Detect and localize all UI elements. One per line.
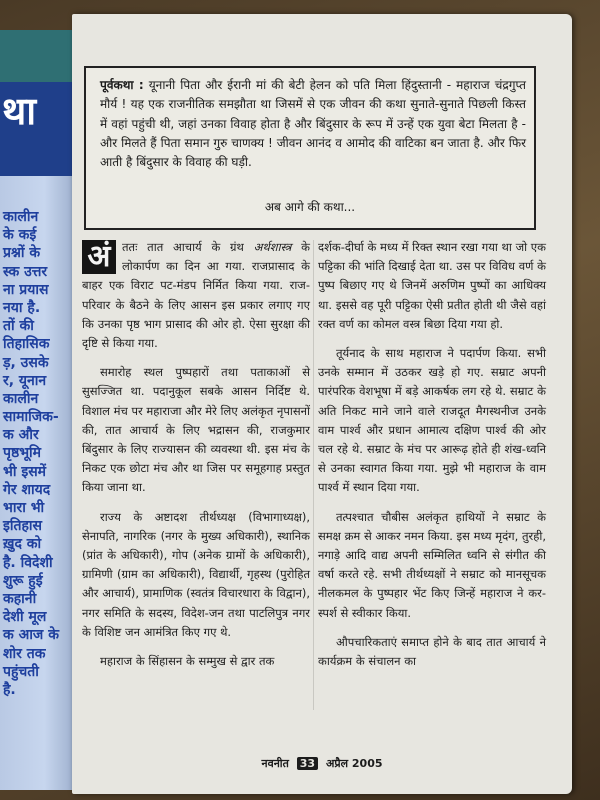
previous-page-title: था (2, 89, 37, 133)
paragraph (82, 238, 310, 353)
article-column-left (82, 238, 310, 671)
previous-page-text (3, 208, 77, 699)
magazine-page (72, 14, 572, 794)
previous-page-line: भारा भी (3, 500, 45, 516)
previous-page-line: सामाजिक- (3, 409, 59, 426)
previous-page-line: र, यूनान (3, 372, 47, 389)
summary-box (84, 66, 536, 230)
previous-page-line: शोर तक (3, 645, 46, 662)
paragraph: दर्शक-दीर्घा के मध्य में रिक्त स्थान रखा गया था जो एक पट्टिका की भांति दिखाई देता था. उस पर विविध वर्ण के पुष्प बिछाए गए थे जिनमें अरुणिम पुष्पों का आधिक्य था. इससे वह पूरी पट्टिका ऐसी प्रतीत होती थी जैसे वहां रक्त वर्ण का कोमल वस्त्र बिछा दिया गया हो. (318, 240, 546, 331)
previous-page-line: पहुंचती (3, 663, 39, 680)
page-footer (72, 756, 572, 771)
summary-text (100, 76, 526, 172)
previous-page-line: के कई (3, 227, 37, 244)
paragraph: समारोह स्थल पुष्पहारों तथा पताकाओं से सुसज्जित था. पदानुकूल सबके आसन निर्दिष्ट थे. विशाल मंच पर महाराजा और मेरे लिए अलंकृत नृपासनों की, तात आचार्य के लिए भद्रासन की, राजकुमार बिंदुसार के लिए राज्यासन की व्यवस्था थी. इस मंच के निकट एक छोटा मंच और था जिस पर समूहगाह प्रस्तुत किया जाना था. (82, 365, 310, 495)
paragraph: राज्य के अष्टादश तीर्थध्यक्ष (विभागाध्यक्ष), सेनापति, नागरिक (नगर के मुख्य अधिकारी), स्थानिक (प्रांत के अधिकारी), गोप (अनेक ग्रामों के अधिकारी), ग्रामिणी (ग्राम का अधिकारी), विद्यार्थी, गृहस्थ (पुरोहित और आचार्य), प्रामाणिक (स्वतंत्र विचारधारा के विद्वान), नगर समिति के सदस्य, विदेश-जन तथा पाटलिपुत्र नगर के विशिष्ट जन आमंत्रित किए गए थे. (82, 509, 310, 639)
summary-body: यूनानी पिता और ईरानी मां की बेटी हेलन को पति मिला हिंदुस्तानी - महाराज चंद्रगुप्त मौर्य ! यह एक राजनीतिक समझौता था जिसमें से एक जीवन की कथा सुनाते-सुनाते पिछली किस्त में वहां पहुंची थी, जहां उनका विवाह होता है और बिंदुसार के रूप में उन्हें एक युवा बेटा मिलता है - और मिलते हैं पिता समान गुरु चाणक्य ! जीवन आनंद व आमोद की वाटिका बन जाता है. और फिर आती है बिंदुसार के विवाह की घड़ी. (100, 78, 526, 170)
previous-page-line: है. विदेशी (3, 554, 53, 571)
previous-page-line: पृष्ठभूमि (3, 445, 42, 462)
paragraph: तत्पश्चात चौबीस अलंकृत हाथियों ने सम्राट के समक्ष क्रम से आकर नमन किया. इस मध्य मृदंग, तुरही, नगाड़े आदि वाद्य अपनी सम्मिलित ध्वनि से संगीत की वर्षा करते रहे. सभी तीर्थध्यक्षों ने सम्राट को मानसूचक नीलकमल के पुष्पहार भेंट किए जिन्हें महाराज ने कर-स्पर्श से स्वीकार किया. (318, 509, 546, 620)
previous-page-line: कालीन (3, 390, 39, 407)
previous-page-line: तिहासिक (3, 336, 50, 353)
previous-page-line: इतिहास (3, 518, 43, 535)
previous-page-line: क आज के (3, 627, 59, 644)
previous-page-line: नया है. (3, 299, 41, 316)
previous-page-header-band (0, 30, 74, 82)
page-number: 33 (297, 757, 318, 770)
paragraph: औपचारिकताएं समाप्त होने के बाद तात आचार्य ने कार्यक्रम के संचालन का (318, 634, 546, 669)
paragraph: तूर्यनाद के साथ महाराज ने पदार्पण किया. सभी उनके सम्मान में उठकर खड़े हो गए. सम्राट अपनी पारंपरिक वेशभूषा में बड़े आकर्षक लग रहे थे. सम्राट के अति निकट माने जाने वाले राजदूत मैगस्थनीज उनके वाम पार्श्व और प्रधान आमात्य दक्षिण पार्श्व की ओर चल रहे थे. सम्राट के मंच पर आरूढ़ होते ही शंख-ध्वनि से उनका स्वागत किया गया. मुझे भी महाराज के वाम पार्श्व में स्थान दिया गया. (318, 346, 546, 495)
summary-label: पूर्वकथा : (100, 78, 144, 92)
drop-cap: अं (82, 240, 116, 274)
previous-page-line: तों की (3, 318, 34, 335)
previous-page-line: क और (3, 427, 39, 444)
previous-page-line: शुरू हुई (3, 572, 43, 589)
previous-page-line: ख़ुद को (3, 536, 42, 553)
previous-page-line: ना प्रयास (3, 281, 49, 298)
article-column-right (318, 238, 546, 671)
previous-page-line: भी इसमें (3, 463, 47, 480)
previous-page-line: कालीन (3, 209, 39, 225)
previous-page-line: ड़, उसके (3, 354, 49, 371)
book-title: अर्थशास्त्र (253, 240, 292, 254)
previous-page-line: कहानी (3, 590, 37, 607)
paragraph-text: ततः तात आचार्य के ग्रंथ (122, 240, 254, 254)
paragraph: महाराज के सिंहासन के सम्मुख से द्वार तक (100, 654, 275, 669)
previous-page-line: देशी मूल (3, 609, 47, 626)
previous-page-line: है. (3, 681, 16, 698)
magazine-name: नवनीत (261, 757, 289, 770)
previous-page (0, 30, 77, 790)
previous-page-line: स्क उत्तर (3, 263, 48, 280)
previous-page-line: गेर शायद (3, 481, 51, 498)
issue-date: अप्रैल 2005 (325, 757, 383, 770)
previous-page-line: प्रश्नों के (3, 245, 41, 262)
continue-story-label: अब आगे की कथा... (264, 200, 356, 214)
column-divider (313, 240, 314, 710)
paragraph-text: के लोकार्पण का दिन आ गया. राजप्रासाद के बाहर एक विराट पट-मंडप निर्मित किया गया. राज-परिवार के बैठने के लिए आसन इस प्रकार लगाए गए कि उनका पृष्ठ भाग प्रासाद की ओर हो. ऐसा सुरक्षा की दृष्टि से किया गया. (82, 240, 310, 351)
